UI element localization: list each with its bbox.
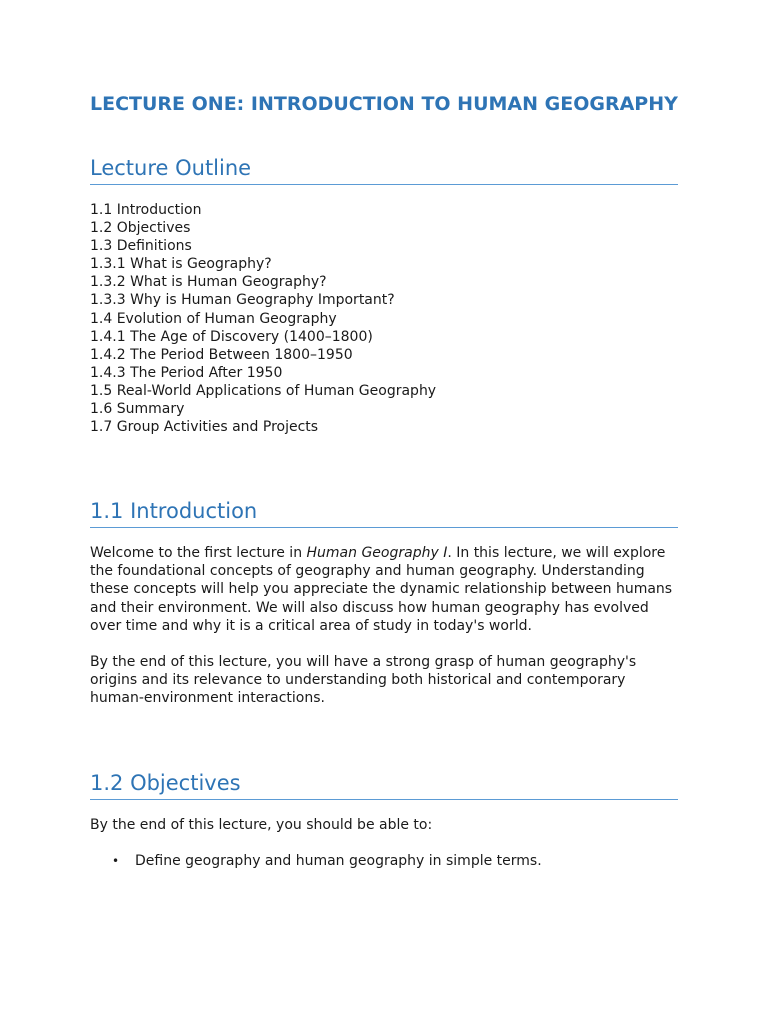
outline-item: 1.3.1 What is Geography? [90,256,272,273]
spacer [90,116,678,154]
paragraph-text: . In this lecture, we will explore the foundational concepts of geography and human geography. Understanding these concepts will help you appreciate the dynamic relationship between humans and their environment. We will also discuss how human geography has evolved over time and why it is a critical area of study in today's world. [90,545,673,634]
objective-item [90,852,678,870]
spacer [90,436,678,497]
course-title-emphasis: Human Geography I [306,545,448,562]
outline-item: 1.3 Definitions [90,238,192,255]
bullet-icon: • [112,854,120,869]
introduction-heading: 1.1 Introduction [90,497,678,528]
document-page [90,92,678,870]
introduction-paragraph-2: By the end of this lecture, you will have a strong grasp of human geography's origins and its relevance to understanding both historical and contemporary human-environment interactions. [90,653,637,706]
outline-item: 1.4 Evolution of Human Geography [90,310,337,327]
spacer [90,635,678,653]
spacer [90,185,678,201]
objectives-heading: 1.2 Objectives [90,769,678,800]
spacer [90,834,678,852]
spacer [90,707,678,769]
outline-item: 1.5 Real-World Applications of Human Geography [90,382,437,399]
outline-item: 1.4.2 The Period Between 1800–1950 [90,346,353,363]
outline-heading: Lecture Outline [90,154,678,185]
outline-list [90,201,678,436]
spacer [90,800,678,816]
objectives-list [90,852,678,870]
outline-item: 1.7 Group Activities and Projects [90,419,319,436]
paragraph-text: Welcome to the first lecture in [90,545,307,562]
outline-item: 1.3.3 Why is Human Geography Important? [90,292,395,309]
outline-item: 1.3.2 What is Human Geography? [90,274,327,291]
outline-item: 1.4.1 The Age of Discovery (1400–1800) [90,328,373,345]
objectives-intro: By the end of this lecture, you should be able to: [90,816,433,833]
objective-text: Define geography and human geography in simple terms. [135,853,542,870]
outline-item: 1.1 Introduction [90,202,202,218]
outline-item: 1.2 Objectives [90,220,191,237]
outline-item: 1.4.3 The Period After 1950 [90,364,283,381]
document-title: LECTURE ONE: INTRODUCTION TO HUMAN GEOGRAPHY [90,93,678,115]
spacer [90,528,678,544]
outline-item: 1.6 Summary [90,401,185,418]
introduction-paragraph-1 [90,544,678,634]
